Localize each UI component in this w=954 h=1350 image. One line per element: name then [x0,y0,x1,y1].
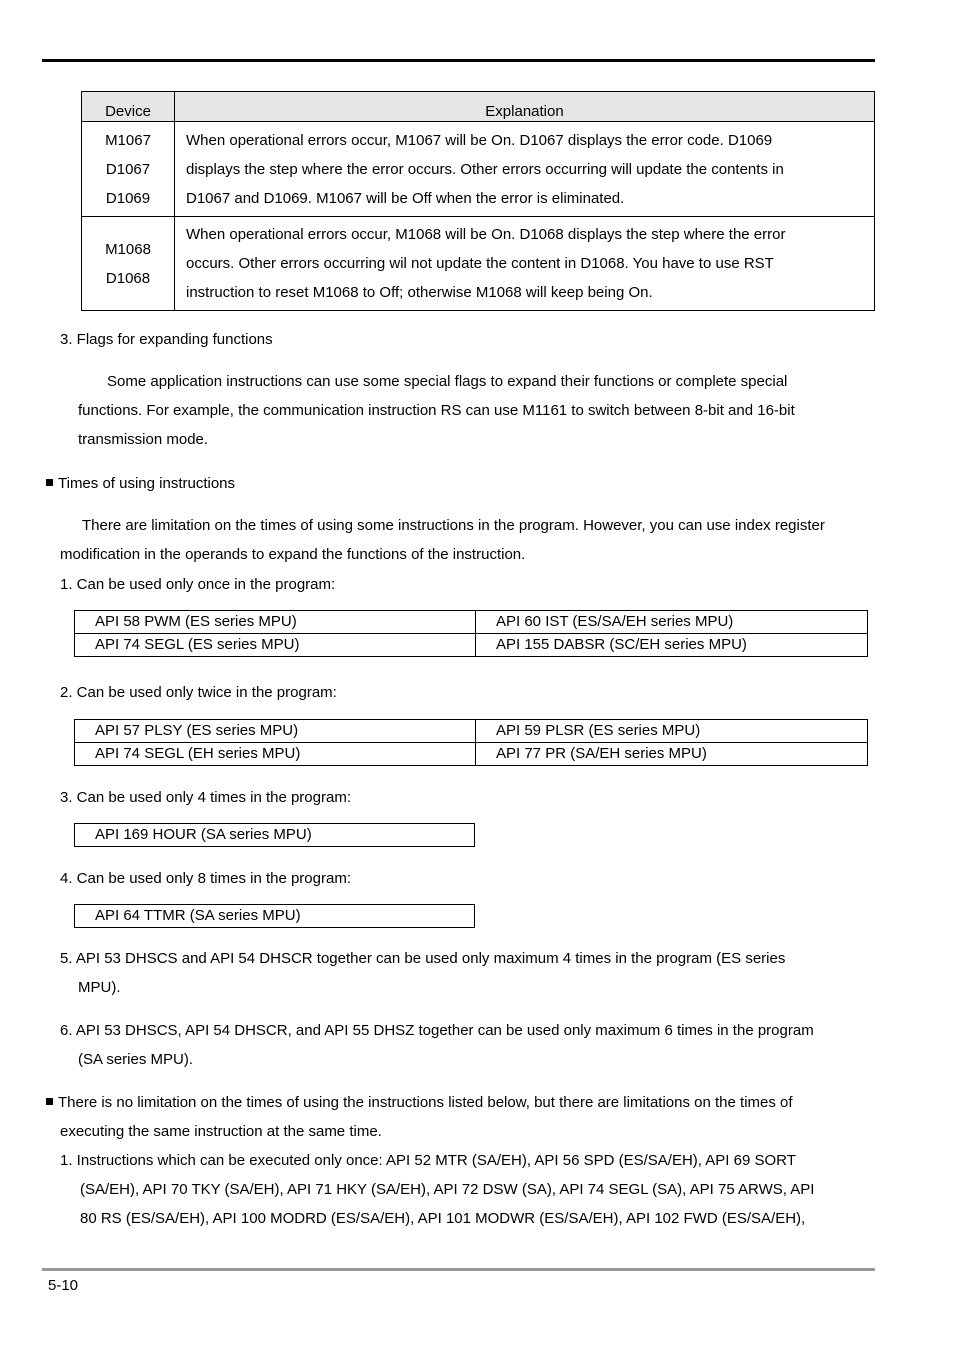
item-label: 2. Can be used only twice in the program: [60,684,337,701]
device-code: D1069 [105,189,151,207]
nolimit-text: There is no limitation on the times of using the instructions listed below, but there are limitations on the times of [58,1094,793,1111]
table-row [75,824,475,847]
explanation-line: displays the step where the error occurs. Other errors occurring will update the contents in [186,160,784,178]
paragraph-line: 5. API 53 DHSCS and API 54 DHSCR together can be used only maximum 4 times in the program (ES series [60,950,786,967]
paragraph-line: transmission mode. [78,431,209,448]
flags-heading: 3. Flags for expanding functions [60,331,273,348]
device-code: D1068 [105,269,151,287]
paragraph-line: executing the same instruction at the same time. [60,1123,382,1140]
device-code: M1067 [105,131,151,149]
device-table [81,91,875,311]
api-cell: API 57 PLSY (ES series MPU) [75,720,476,743]
times-heading-text: Times of using instructions [58,475,236,492]
nolimit-line [46,1088,793,1117]
api-cell: API 64 TTMR (SA series MPU) [75,905,475,928]
explanation-header: Explanation [175,92,875,122]
table-row [82,217,875,311]
paragraph-line: 1. Instructions which can be executed only once: API 52 MTR (SA/EH), API 56 SPD (ES/SA/EH), API 69 SORT [60,1152,796,1169]
table-row [75,743,868,766]
paragraph-line: (SA/EH), API 70 TKY (SA/EH), API 71 HKY (SA/EH), API 72 DSW (SA), API 74 SEGL (SA), API 75 ARWS, API [80,1181,815,1198]
footer-rule [42,1268,875,1271]
device-header: Device [82,92,175,122]
explanation-cell [175,122,875,217]
table-row [82,122,875,217]
paragraph-line: There are limitation on the times of using some instructions in the program. However, you can use index register [82,517,825,534]
api-cell: API 77 PR (SA/EH series MPU) [476,743,868,766]
api-cell: API 60 IST (ES/SA/EH series MPU) [476,611,868,634]
table-row [75,611,868,634]
explanation-line: occurs. Other errors occurring wil not update the content in D1068. You have to use RST [186,255,774,272]
item-label: 3. Can be used only 4 times in the program: [60,789,351,806]
times-heading [46,475,235,492]
api-cell: API 155 DABSR (SC/EH series MPU) [476,634,868,657]
item-label: 4. Can be used only 8 times in the program: [60,870,351,887]
api-cell: API 169 HOUR (SA series MPU) [75,824,475,847]
explanation-cell [175,217,875,311]
item-label: 1. Can be used only once in the program: [60,576,336,593]
device-cell [82,217,175,311]
paragraph-line: MPU). [78,979,121,996]
explanation-line: D1067 and D1069. M1067 will be Off when the error is eliminated. [186,189,625,207]
paragraph-line: 6. API 53 DHSCS, API 54 DHSCR, and API 55 DHSZ together can be used only maximum 6 times in the program [60,1022,814,1039]
device-cell [82,122,175,217]
page-number: 5-10 [48,1277,79,1294]
api-cell: API 74 SEGL (ES series MPU) [75,634,476,657]
explanation-line: When operational errors occur, M1067 will be On. D1067 displays the error code. D1069 [186,131,773,149]
api-cell: API 58 PWM (ES series MPU) [75,611,476,634]
table-row [75,720,868,743]
square-bullet-icon [46,479,53,486]
square-bullet-icon [46,1098,53,1105]
paragraph-line: 80 RS (ES/SA/EH), API 100 MODRD (ES/SA/EH), API 101 MODWR (ES/SA/EH), API 102 FWD (ES/SA/EH), [80,1210,806,1227]
device-code: M1068 [105,240,151,258]
explanation-line: instruction to reset M1068 to Off; otherwise M1068 will keep being On. [186,284,653,301]
paragraph-line: Some application instructions can use some special flags to expand their functions or complete special [107,373,788,390]
api-table-four [74,823,475,847]
table-header-row [82,92,875,122]
api-table-twice [74,719,868,766]
explanation-line: When operational errors occur, M1068 will be On. D1068 displays the step where the error [186,226,786,243]
table-row [75,634,868,657]
table-row [75,905,475,928]
api-cell: API 74 SEGL (EH series MPU) [75,743,476,766]
device-code: D1067 [105,160,151,178]
header-rule [42,59,875,62]
api-cell: API 59 PLSR (ES series MPU) [476,720,868,743]
paragraph-line: modification in the operands to expand the functions of the instruction. [60,546,526,563]
api-table-once [74,610,868,657]
api-table-eight [74,904,475,928]
paragraph-line: functions. For example, the communication instruction RS can use M1161 to switch between 8-bit and 16-bit [78,402,795,419]
paragraph-line: (SA series MPU). [78,1051,194,1068]
